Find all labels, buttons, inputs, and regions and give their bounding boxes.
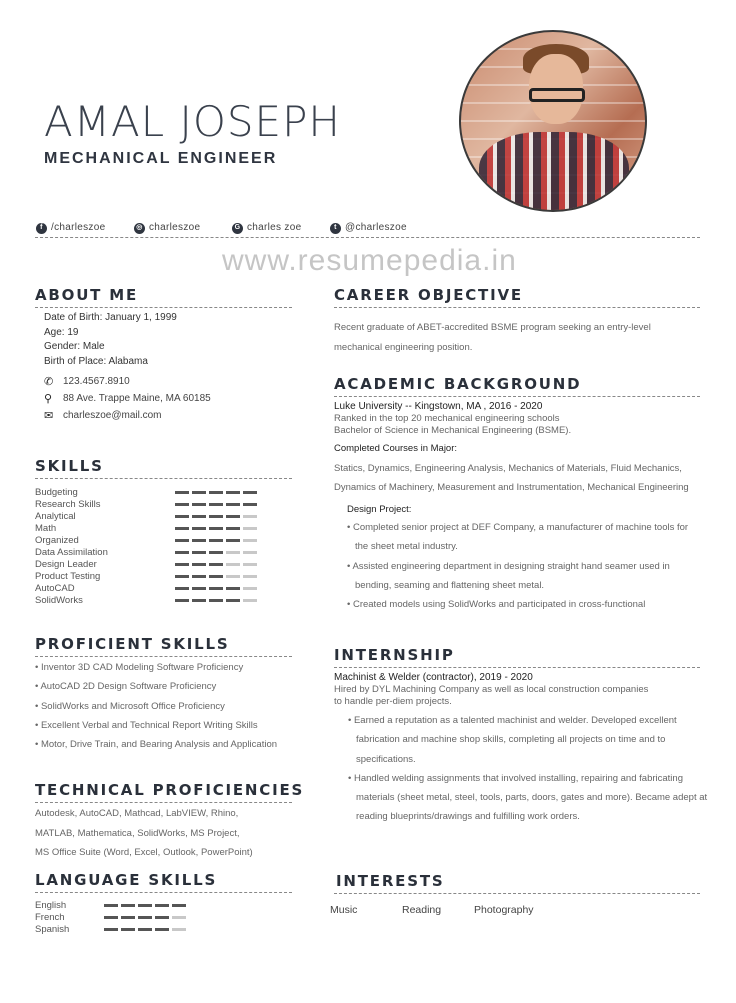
internship-item-line: • Earned a reputation as a talented machinist and welder. Developed excellent (348, 711, 700, 730)
level-segment (209, 599, 223, 602)
academic-heading: ACADEMIC BACKGROUND (334, 375, 582, 393)
level-segment (192, 551, 206, 554)
level-segment (243, 599, 257, 602)
technical-line: MS Office Suite (Word, Excel, Outlook, PowerPoint) (35, 847, 253, 858)
internship-section (334, 646, 708, 827)
language-row (35, 899, 292, 911)
social-handle: charles zoe (247, 222, 302, 233)
skill-label: Math (35, 522, 57, 534)
internship-heading: INTERNSHIP (334, 646, 455, 664)
level-segment (209, 575, 223, 578)
internship-item-line: reading blueprints/drawings and fulfilling work orders. (356, 811, 580, 823)
project-item-line: • Created models using SolidWorks and participated in cross-functional (347, 595, 700, 614)
level-segment (172, 928, 186, 931)
skill-level-bar (175, 587, 257, 590)
skill-row (35, 570, 292, 582)
language-label: French (35, 911, 65, 923)
internship-item-line: materials (sheet metal, steel, tools, parts, doors, gates and more). Became adept at (356, 792, 708, 804)
internship-item-line: fabrication and machine shop skills, completing all projects on time and to (356, 734, 666, 746)
level-segment (209, 491, 223, 494)
academic-section (334, 375, 700, 614)
skill-level-bar (175, 563, 257, 566)
level-segment (192, 587, 206, 590)
level-segment (226, 599, 240, 602)
skill-row (35, 510, 292, 522)
skill-row (35, 546, 292, 558)
skill-level-bar (175, 491, 257, 494)
skill-label: SolidWorks (35, 594, 83, 606)
level-segment (192, 563, 206, 566)
level-segment (155, 916, 169, 919)
level-segment (121, 904, 135, 907)
candidate-name: AMAL JOSEPH (44, 97, 342, 146)
technical-section (35, 781, 305, 863)
contact-item (44, 390, 292, 407)
project-item-line: • Completed senior project at DEF Company, a manufacturer of machine tools for (347, 518, 700, 537)
level-segment (243, 587, 257, 590)
about-line: Birth of Place: Alabama (44, 355, 148, 367)
location-pin-icon: ⚲ (44, 392, 53, 405)
level-segment (226, 587, 240, 590)
interest-item: Music (330, 904, 358, 916)
skill-row (35, 522, 292, 534)
twitter-icon: t (330, 223, 341, 234)
level-segment (209, 587, 223, 590)
level-segment (104, 916, 118, 919)
level-segment (138, 916, 152, 919)
contact-text: charleszoe@mail.com (63, 409, 162, 421)
social-links (36, 222, 420, 234)
instagram-icon: ◎ (134, 223, 145, 234)
skill-label: Budgeting (35, 486, 78, 498)
level-segment (155, 904, 169, 907)
social-handle: /charleszoe (51, 222, 106, 233)
level-segment (243, 527, 257, 530)
level-segment (192, 491, 206, 494)
level-segment (175, 491, 189, 494)
proficient-skill-text: Motor, Drive Train, and Bearing Analysis and Application (40, 739, 278, 751)
level-segment (192, 575, 206, 578)
skill-level-bar (175, 599, 257, 602)
project-item-line: • Assisted engineering department in designing straight hand seamer used in (347, 557, 700, 576)
language-heading: LANGUAGE SKILLS (35, 871, 218, 889)
project-item (347, 595, 700, 614)
about-heading: ABOUT ME (35, 286, 139, 304)
level-segment (226, 539, 240, 542)
skill-label: Data Assimilation (35, 546, 108, 558)
skill-row (35, 534, 292, 546)
phone-icon: ✆ (44, 375, 54, 388)
level-segment (243, 575, 257, 578)
level-segment (243, 539, 257, 542)
social-handle: @charleszoe (345, 222, 407, 233)
language-label: Spanish (35, 923, 70, 935)
contact-item (44, 373, 292, 390)
contact-text: 88 Ave. Trappe Maine, MA 60185 (63, 392, 211, 404)
skill-level-bar (175, 515, 257, 518)
level-segment (209, 563, 223, 566)
about-line: Gender: Male (44, 341, 105, 352)
interests-section (330, 872, 700, 917)
level-segment (192, 515, 206, 518)
project-item (347, 557, 700, 596)
language-level-bar (104, 916, 186, 919)
proficient-skill-item (35, 735, 292, 754)
career-line: Recent graduate of ABET-accredited BSME program seeking an entry-level (334, 322, 651, 333)
level-segment (175, 599, 189, 602)
project-item (347, 518, 700, 557)
level-segment (138, 904, 152, 907)
language-level-bar (104, 928, 186, 931)
proficient-skill-text: Excellent Verbal and Technical Report Writing Skills (40, 719, 258, 731)
contact-item (44, 407, 292, 424)
level-segment (226, 515, 240, 518)
technical-line: MATLAB, Mathematica, SolidWorks, MS Project, (35, 827, 240, 839)
skill-label: Analytical (35, 510, 76, 522)
skill-label: Product Testing (35, 570, 101, 582)
level-segment (175, 527, 189, 530)
internship-line: Hired by DYL Machining Company as well as local construction companies (334, 684, 649, 695)
skill-level-bar (175, 527, 257, 530)
level-segment (155, 928, 169, 931)
google-plus-icon: G (232, 223, 243, 234)
social-link[interactable] (330, 222, 420, 234)
level-segment (175, 575, 189, 578)
level-segment (172, 904, 186, 907)
level-segment (175, 539, 189, 542)
language-level-bar (104, 904, 186, 907)
skill-label: Organized (35, 534, 79, 546)
about-line: Age: 19 (44, 326, 79, 338)
level-segment (192, 527, 206, 530)
internship-item-line: • Handled welding assignments that involved installing, repairing and fabricating (348, 769, 700, 788)
level-segment (192, 539, 206, 542)
proficient-skill-item (35, 716, 292, 735)
level-segment (243, 491, 257, 494)
level-segment (209, 551, 223, 554)
level-segment (121, 928, 135, 931)
job-title: MECHANICAL ENGINEER (44, 150, 278, 167)
level-segment (175, 503, 189, 506)
courses-line: Statics, Dynamics, Engineering Analysis, Mechanics of Materials, Fluid Mechanics, (334, 462, 682, 474)
internship-item (348, 769, 708, 827)
envelope-icon: ✉ (44, 409, 54, 422)
skill-level-bar (175, 503, 257, 506)
level-segment (192, 503, 206, 506)
level-segment (226, 563, 240, 566)
divider (35, 237, 700, 238)
skill-level-bar (175, 551, 257, 554)
skill-label: Research Skills (35, 498, 101, 510)
level-segment (138, 928, 152, 931)
skill-label: AutoCAD (35, 582, 75, 594)
interest-item: Photography (474, 904, 534, 916)
interest-item: Reading (402, 904, 442, 916)
level-segment (226, 575, 240, 578)
courses-label: Completed Courses in Major: (334, 443, 458, 454)
social-link[interactable] (36, 222, 134, 234)
internship-role: Machinist & Welder (contractor), 2019 - 2020 (334, 672, 533, 683)
language-label: English (35, 899, 67, 911)
contact-text: 123.4567.8910 (63, 375, 130, 387)
about-section (35, 286, 292, 424)
career-section (334, 286, 700, 357)
language-section (35, 871, 292, 935)
internship-line: to handle per-diem projects. (334, 696, 452, 707)
skill-level-bar (175, 539, 257, 542)
proficient-skill-item (35, 697, 292, 716)
academic-line: Bachelor of Science in Mechanical Engineering (BSME). (334, 425, 572, 436)
level-segment (226, 551, 240, 554)
level-segment (243, 551, 257, 554)
level-segment (226, 503, 240, 506)
technical-heading: TECHNICAL PROFICIENCIES (35, 781, 305, 799)
about-line: Date of Birth: January 1, 1999 (44, 312, 177, 323)
level-segment (121, 916, 135, 919)
skill-label: Design Leader (35, 558, 97, 570)
skill-row (35, 498, 292, 510)
internship-item-line: specifications. (356, 753, 416, 765)
skill-row (35, 594, 292, 606)
social-link[interactable] (232, 222, 330, 234)
language-row (35, 911, 292, 923)
skills-section (35, 457, 292, 606)
career-heading: CAREER OBJECTIVE (334, 286, 523, 304)
level-segment (172, 916, 186, 919)
level-segment (175, 551, 189, 554)
language-row (35, 923, 292, 935)
skill-level-bar (175, 575, 257, 578)
level-segment (243, 563, 257, 566)
proficient-skill-text: AutoCAD 2D Design Software Proficiency (40, 681, 217, 693)
project-item-line: bending, seaming and flattening sheet metal. (355, 579, 545, 591)
profile-photo (459, 30, 647, 212)
proficient-skill-item (35, 658, 292, 677)
level-segment (209, 503, 223, 506)
school: Luke University -- Kingstown, MA , 2016 - 2020 (334, 401, 543, 412)
level-segment (104, 928, 118, 931)
social-link[interactable] (134, 222, 232, 234)
courses-line: Dynamics of Machinery, Measurement and Instrumentation, Mechanical Engineering (334, 482, 689, 493)
facebook-icon: f (36, 223, 47, 234)
level-segment (175, 563, 189, 566)
project-item-line: the sheet metal industry. (355, 541, 458, 553)
level-segment (209, 527, 223, 530)
proficient-heading: PROFICIENT SKILLS (35, 635, 230, 653)
academic-line: Ranked in the top 20 mechanical engineering schools (334, 413, 560, 424)
level-segment (175, 515, 189, 518)
level-segment (192, 599, 206, 602)
proficient-skills-section (35, 635, 292, 754)
level-segment (243, 503, 257, 506)
proficient-skill-item (35, 677, 292, 696)
technical-line: Autodesk, AutoCAD, Mathcad, LabVIEW, Rhino, (35, 808, 239, 819)
level-segment (209, 515, 223, 518)
level-segment (226, 527, 240, 530)
project-label: Design Project: (347, 503, 412, 515)
watermark: www.resumepedia.in (222, 244, 517, 277)
internship-item (348, 711, 700, 769)
skill-row (35, 582, 292, 594)
level-segment (226, 491, 240, 494)
proficient-skill-text: SolidWorks and Microsoft Office Proficiency (40, 700, 225, 712)
level-segment (243, 515, 257, 518)
proficient-skill-text: Inventor 3D CAD Modeling Software Proficiency (40, 662, 244, 673)
skill-row (35, 558, 292, 570)
career-line: mechanical engineering position. (334, 341, 473, 353)
level-segment (175, 587, 189, 590)
level-segment (104, 904, 118, 907)
level-segment (209, 539, 223, 542)
social-handle: charleszoe (149, 222, 201, 233)
skill-row (35, 486, 292, 498)
interests-heading: INTERESTS (336, 872, 445, 890)
skills-heading: SKILLS (35, 457, 104, 475)
